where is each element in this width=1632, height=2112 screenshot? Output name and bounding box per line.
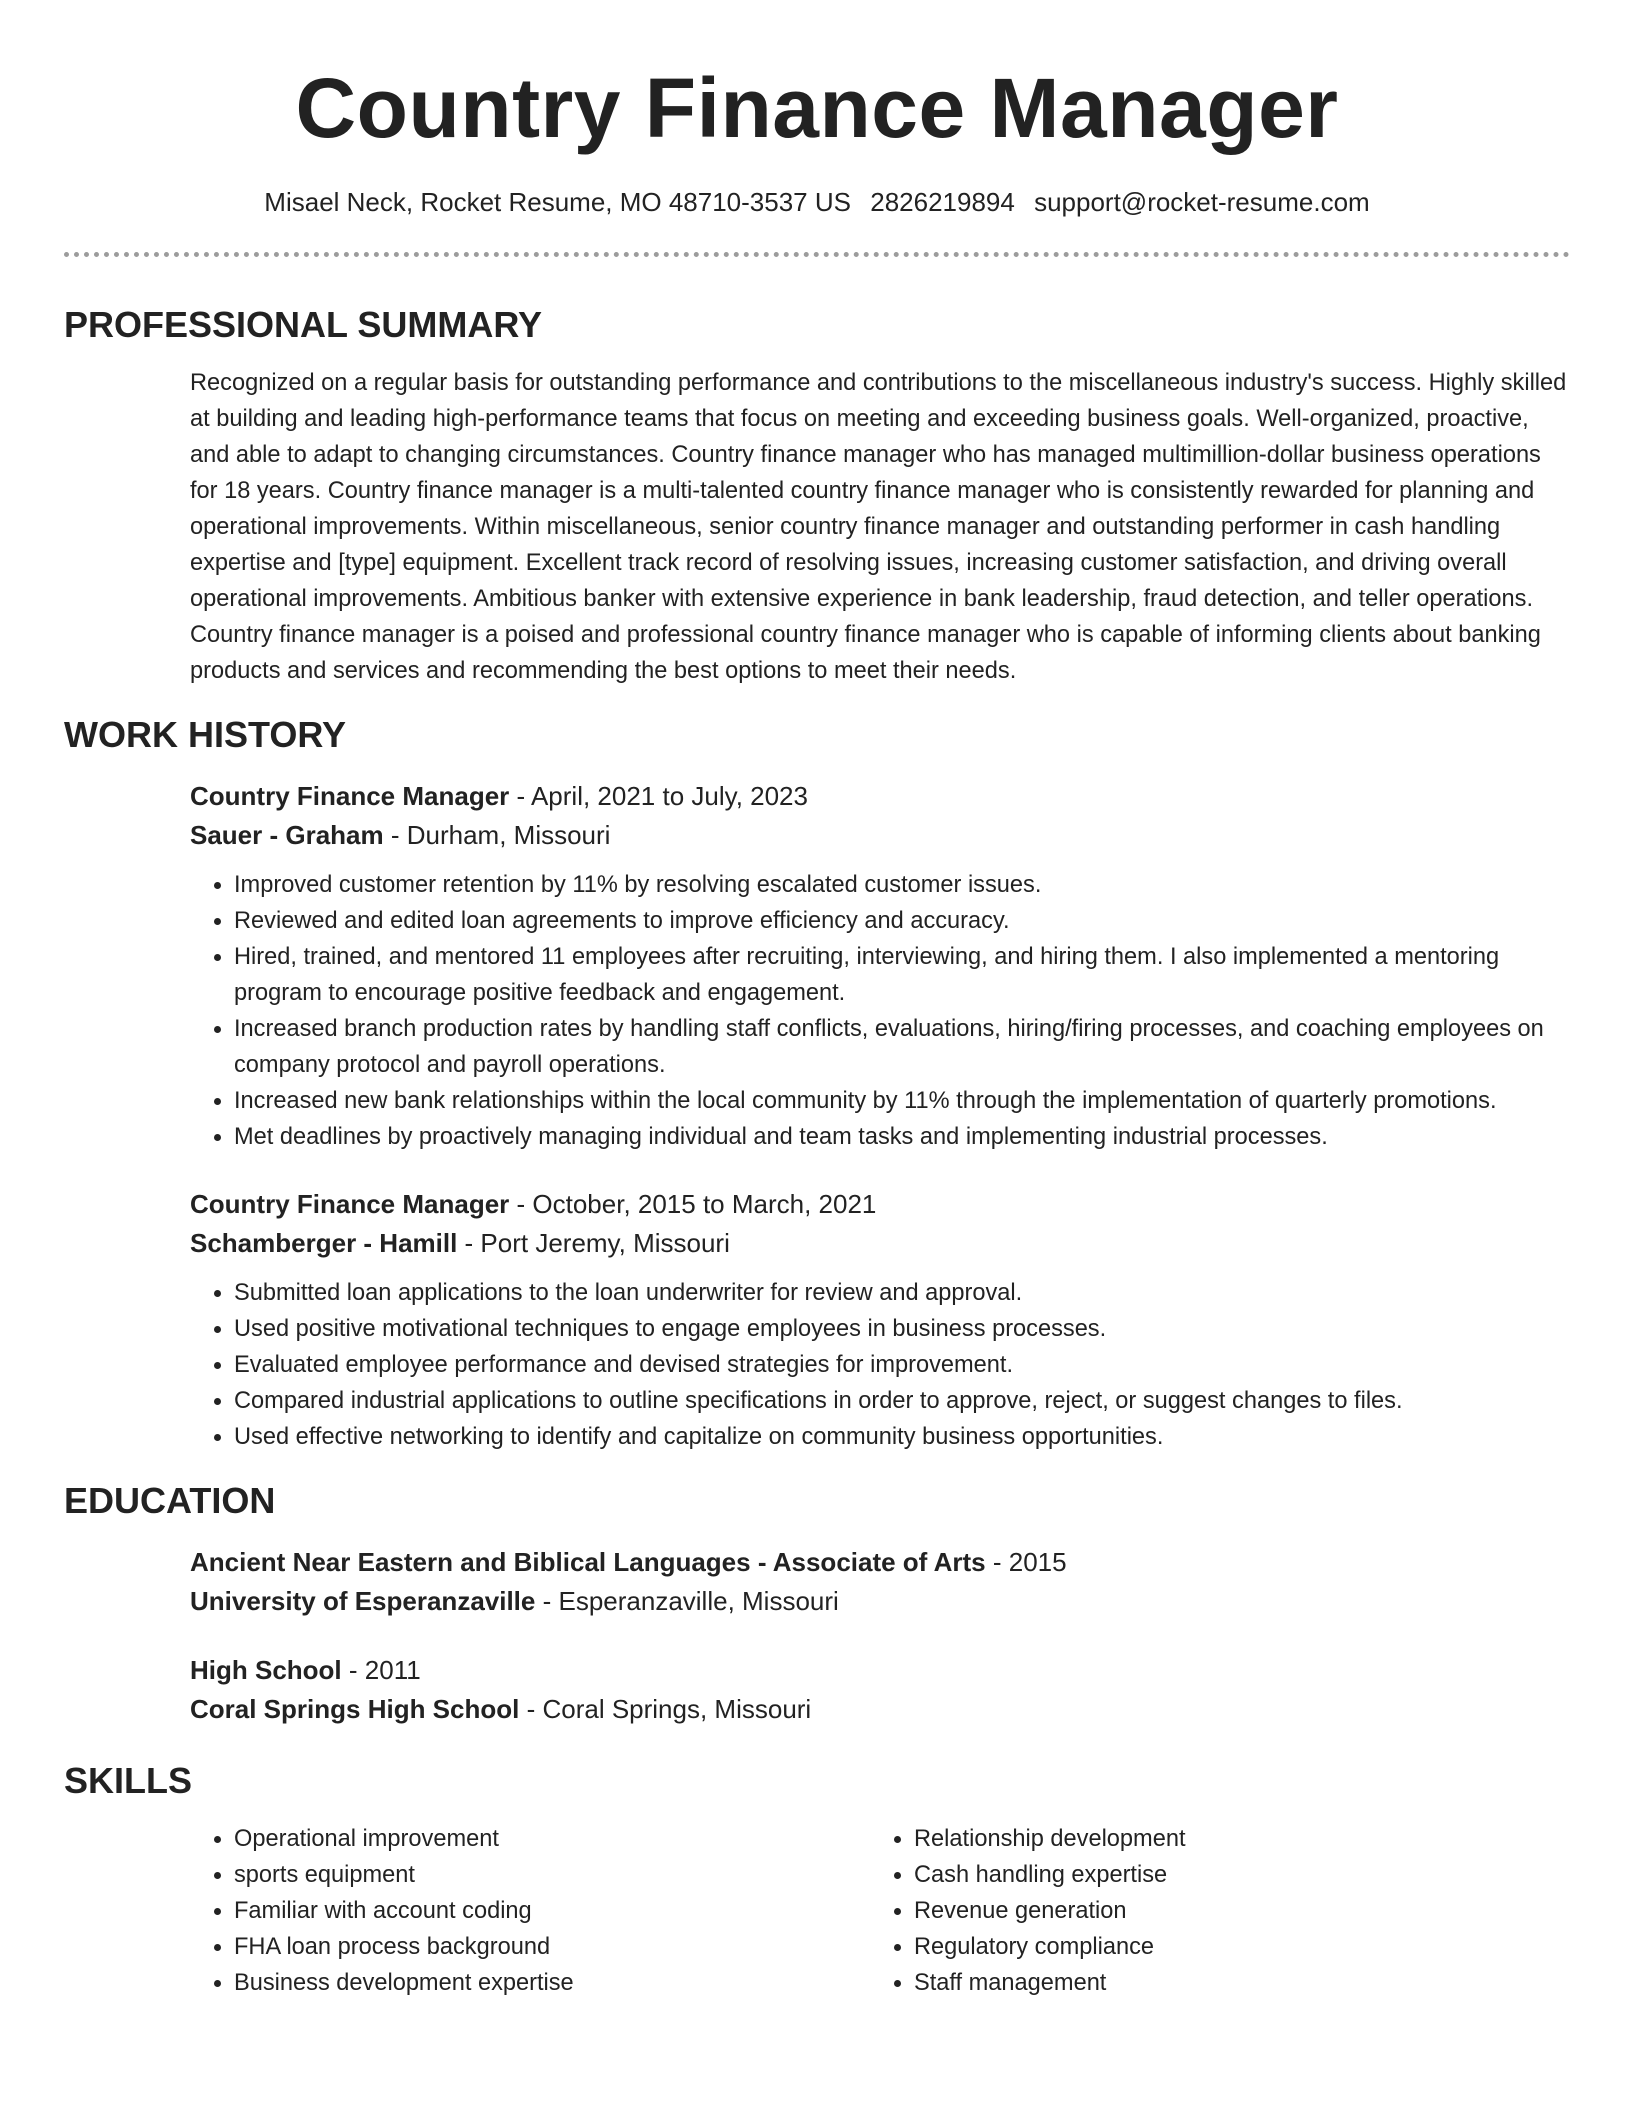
degree-name: High School (190, 1655, 342, 1685)
school-name: Coral Springs High School (190, 1694, 520, 1724)
list-item: • Relationship development (914, 1821, 1550, 1857)
degree-line (190, 1543, 1570, 1582)
education-section (64, 1479, 1570, 1729)
list-item: • Familiar with account coding (234, 1893, 870, 1929)
job-bullets (190, 1275, 1570, 1455)
job-company: Schamberger - Hamill (190, 1228, 458, 1258)
job-bullets (190, 867, 1570, 1155)
job-entry (190, 777, 1570, 1155)
job-role-line (190, 777, 1570, 816)
list-item: • Evaluated employee performance and devised strategies for improvement. (234, 1347, 1570, 1383)
education-entry (190, 1543, 1570, 1621)
contact-phone: 2826219894 (870, 187, 1015, 217)
contact-address: Misael Neck, Rocket Resume, MO 48710-3537 US (264, 187, 851, 217)
education-heading: EDUCATION (64, 1480, 276, 1521)
school-location: - Coral Springs, Missouri (519, 1694, 812, 1724)
list-item: • Increased branch production rates by handling staff conflicts, evaluations, hiring/firing processes, and coaching employees on company protocol and payroll operations. (234, 1011, 1570, 1083)
list-item: • Regulatory compliance (914, 1929, 1550, 1965)
job-role: Country Finance Manager (190, 781, 510, 811)
work-section (64, 713, 1570, 1455)
list-item: • Staff management (914, 1965, 1550, 2001)
job-company-line (190, 1224, 1570, 1263)
skills-list-right (870, 1821, 1550, 2001)
school-location: - Esperanzaville, Missouri (535, 1586, 839, 1616)
school-line (190, 1690, 1570, 1729)
job-entry (190, 1185, 1570, 1455)
job-company: Sauer - Graham (190, 820, 384, 850)
skills-list-left (190, 1821, 870, 2001)
list-item: • Cash handling expertise (914, 1857, 1550, 1893)
list-item: • Operational improvement (234, 1821, 870, 1857)
resume-title: Country Finance Manager (295, 61, 1339, 155)
list-item: • Reviewed and edited loan agreements to improve efficiency and accuracy. (234, 903, 1570, 939)
summary-text: Recognized on a regular basis for outstanding performance and contributions to the miscellaneous industry's success. Highly skilled at building and leading high-performance teams that focus on meeting and exceeding business goals. Well-organized, proactive, and able to adapt to changing circumstances. Country finance manager who has managed multimillion-dollar business operations for 18 years. Country finance manager is a multi-talented country finance manager who is consistently rewarded for planning and operational improvements. Within miscellaneous, senior country finance manager and outstanding performer in cash handling expertise and [type] equipment. Excellent track record of resolving issues, increasing customer satisfaction, and driving overall operational improvements. Ambitious banker with extensive experience in bank leadership, fraud detection, and teller operations. Country finance manager is a poised and professional country finance manager who is capable of informing clients about banking products and services and recommending the best options to meet their needs. (190, 370, 1567, 684)
list-item: • sports equipment (234, 1857, 870, 1893)
summary-section (64, 303, 1570, 689)
skills-heading: SKILLS (64, 1760, 193, 1801)
list-item: • Revenue generation (914, 1893, 1550, 1929)
school-name: University of Esperanzaville (190, 1586, 536, 1616)
list-item: • Hired, trained, and mentored 11 employees after recruiting, interviewing, and hiring them. I also implemented a mentoring program to encourage positive feedback and engagement. (234, 939, 1570, 1011)
list-item: • Used effective networking to identify and capitalize on community business opportunities. (234, 1419, 1570, 1455)
contact-email: support@rocket-resume.com (1034, 187, 1370, 217)
school-line (190, 1582, 1570, 1621)
degree-line (190, 1651, 1570, 1690)
list-item: • FHA loan process background (234, 1929, 870, 1965)
job-role: Country Finance Manager (190, 1189, 510, 1219)
degree-year: - 2015 (985, 1547, 1067, 1577)
job-dates: - October, 2015 to March, 2021 (509, 1189, 877, 1219)
list-item: • Business development expertise (234, 1965, 870, 2001)
job-location: - Durham, Missouri (383, 820, 611, 850)
degree-name: Ancient Near Eastern and Biblical Languages - Associate of Arts (190, 1547, 986, 1577)
contact-line (64, 184, 1570, 220)
job-role-line (190, 1185, 1570, 1224)
summary-heading: PROFESSIONAL SUMMARY (64, 304, 543, 345)
header-divider (64, 252, 1570, 257)
job-company-line (190, 816, 1570, 855)
skills-section (64, 1759, 1570, 2001)
list-item: • Increased new bank relationships within the local community by 11% through the implementation of quarterly promotions. (234, 1083, 1570, 1119)
work-heading: WORK HISTORY (64, 714, 347, 755)
job-location: - Port Jeremy, Missouri (457, 1228, 730, 1258)
education-entry (190, 1651, 1570, 1729)
degree-year: - 2011 (341, 1655, 421, 1685)
job-dates: - April, 2021 to July, 2023 (509, 781, 808, 811)
list-item: • Compared industrial applications to outline specifications in order to approve, reject, or suggest changes to files. (234, 1383, 1570, 1419)
resume-page (64, 0, 1570, 2001)
list-item: • Used positive motivational techniques to engage employees in business processes. (234, 1311, 1570, 1347)
list-item: • Improved customer retention by 11% by resolving escalated customer issues. (234, 867, 1570, 903)
list-item: • Met deadlines by proactively managing individual and team tasks and implementing industrial processes. (234, 1119, 1570, 1155)
list-item: • Submitted loan applications to the loan underwriter for review and approval. (234, 1275, 1570, 1311)
skills-grid (190, 1821, 1570, 2001)
